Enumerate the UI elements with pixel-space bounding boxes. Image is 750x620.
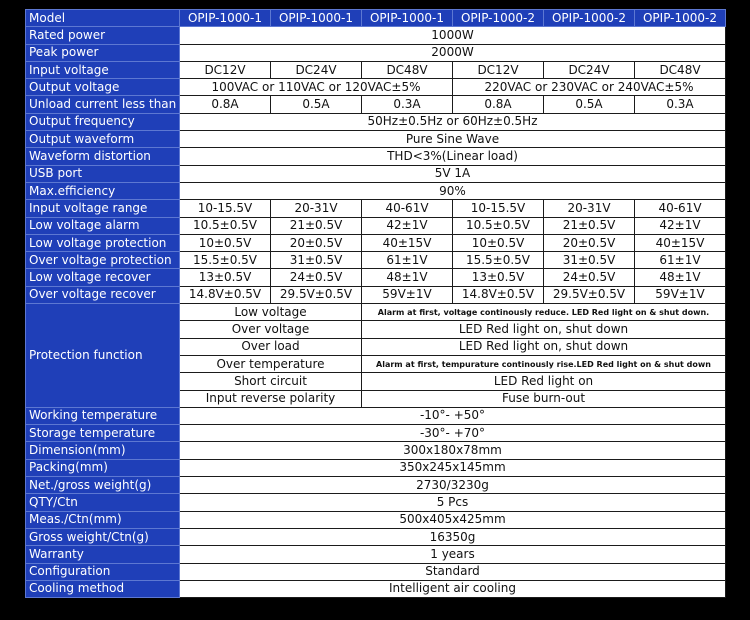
row-label: Storage temperature — [26, 425, 180, 442]
row-label: Dimension(mm) — [26, 442, 180, 459]
spec-value: 20±0.5V — [544, 234, 635, 251]
spec-value: 48±1V — [362, 269, 453, 286]
row-label: Output waveform — [26, 131, 180, 148]
spec-value: 10-15.5V — [180, 200, 271, 217]
spec-value: 14.8V±0.5V — [180, 286, 271, 303]
spec-table — [25, 9, 726, 598]
protection-item-desc: LED Red light on, shut down — [362, 321, 726, 338]
spec-value: 10±0.5V — [180, 234, 271, 251]
spec-value: DC12V — [180, 61, 271, 78]
row-protection — [26, 304, 726, 321]
row-max-efficiency — [26, 182, 726, 199]
spec-value: 0.5A — [271, 96, 362, 113]
row-label: Cooling method — [26, 580, 180, 597]
spec-value: 2000W — [180, 44, 726, 61]
spec-value: 29.5V±0.5V — [271, 286, 362, 303]
spec-value: DC48V — [362, 61, 453, 78]
spec-value: 5V 1A — [180, 165, 726, 182]
row-label: Net./gross weight(g) — [26, 477, 180, 494]
spec-value: 0.3A — [362, 96, 453, 113]
protection-item-name: Over load — [180, 338, 362, 355]
row-input-voltage — [26, 61, 726, 78]
spec-value: Pure Sine Wave — [180, 131, 726, 148]
spec-value: 350x245x145mm — [180, 459, 726, 476]
row-low-voltage-protection — [26, 234, 726, 251]
row-label: Configuration — [26, 563, 180, 580]
row-label: Gross weight/Ctn(g) — [26, 528, 180, 545]
row-label: Packing(mm) — [26, 459, 180, 476]
spec-value: 20-31V — [544, 200, 635, 217]
spec-value: 20-31V — [271, 200, 362, 217]
protection-item-name: Low voltage — [180, 304, 362, 321]
spec-value: 5 Pcs — [180, 494, 726, 511]
row-general — [26, 459, 726, 476]
spec-value: Standard — [180, 563, 726, 580]
protection-item-desc: Alarm at first, tempurature continously rise.LED Red light on & shut down — [362, 355, 726, 372]
row-over-voltage-recover — [26, 286, 726, 303]
row-label: Warranty — [26, 546, 180, 563]
row-label: USB port — [26, 165, 180, 182]
row-general — [26, 563, 726, 580]
spec-value: 48±1V — [635, 269, 726, 286]
row-label: Working temperature — [26, 407, 180, 424]
model-header: OPIP-1000-2 — [635, 10, 726, 27]
row-label: Over voltage recover — [26, 286, 180, 303]
spec-value: 13±0.5V — [180, 269, 271, 286]
row-label: Unload current less than — [26, 96, 180, 113]
spec-value: 61±1V — [362, 252, 453, 269]
spec-value: DC48V — [635, 61, 726, 78]
protection-item-desc: Alarm at first, voltage continously reduce. LED Red light on & shut down. — [362, 304, 726, 321]
row-label: Output voltage — [26, 79, 180, 96]
spec-value: 31±0.5V — [271, 252, 362, 269]
spec-value: 10±0.5V — [453, 234, 544, 251]
spec-value: 90% — [180, 182, 726, 199]
spec-value: 13±0.5V — [453, 269, 544, 286]
spec-value: 40-61V — [362, 200, 453, 217]
spec-value: 21±0.5V — [271, 217, 362, 234]
spec-value: 50Hz±0.5Hz or 60Hz±0.5Hz — [180, 113, 726, 130]
row-general — [26, 442, 726, 459]
spec-value: 40±15V — [362, 234, 453, 251]
spec-value: 0.8A — [453, 96, 544, 113]
spec-value: 100VAC or 110VAC or 120VAC±5% — [180, 79, 453, 96]
spec-value: Intelligent air cooling — [180, 580, 726, 597]
spec-value: 1 years — [180, 546, 726, 563]
row-label: QTY/Ctn — [26, 494, 180, 511]
protection-item-desc: Fuse burn-out — [362, 390, 726, 407]
spec-value: 14.8V±0.5V — [453, 286, 544, 303]
row-label: Protection function — [26, 304, 180, 408]
spec-value: THD<3%(Linear load) — [180, 148, 726, 165]
spec-value: 42±1V — [635, 217, 726, 234]
row-label: Max.efficiency — [26, 182, 180, 199]
protection-item-name: Over temperature — [180, 355, 362, 372]
spec-value: 59V±1V — [362, 286, 453, 303]
row-low-voltage-recover — [26, 269, 726, 286]
row-label: Peak power — [26, 44, 180, 61]
spec-value: 15.5±0.5V — [453, 252, 544, 269]
model-header: OPIP-1000-2 — [544, 10, 635, 27]
spec-value: 10-15.5V — [453, 200, 544, 217]
spec-value: 40-61V — [635, 200, 726, 217]
row-label: Meas./Ctn(mm) — [26, 511, 180, 528]
row-label: Input voltage — [26, 61, 180, 78]
row-general — [26, 407, 726, 424]
spec-value: -30°- +70° — [180, 425, 726, 442]
spec-value: 42±1V — [362, 217, 453, 234]
protection-item-name: Over voltage — [180, 321, 362, 338]
row-general — [26, 511, 726, 528]
row-label: Low voltage protection — [26, 234, 180, 251]
spec-value: 15.5±0.5V — [180, 252, 271, 269]
row-waveform-distortion — [26, 148, 726, 165]
spec-value: 16350g — [180, 528, 726, 545]
model-header: OPIP-1000-1 — [271, 10, 362, 27]
spec-value: 2730/3230g — [180, 477, 726, 494]
spec-value: DC12V — [453, 61, 544, 78]
spec-value: 59V±1V — [635, 286, 726, 303]
protection-item-desc: LED Red light on, shut down — [362, 338, 726, 355]
spec-value: 40±15V — [635, 234, 726, 251]
spec-value: 61±1V — [635, 252, 726, 269]
spec-value: 21±0.5V — [544, 217, 635, 234]
row-label: Low voltage alarm — [26, 217, 180, 234]
protection-item-name: Short circuit — [180, 373, 362, 390]
spec-value: 10.5±0.5V — [180, 217, 271, 234]
row-general — [26, 494, 726, 511]
row-label: Low voltage recover — [26, 269, 180, 286]
spec-value: 0.5A — [544, 96, 635, 113]
row-model — [26, 10, 726, 27]
row-rated-power — [26, 27, 726, 44]
row-general — [26, 528, 726, 545]
spec-value: DC24V — [271, 61, 362, 78]
row-label: Over voltage protection — [26, 252, 180, 269]
row-output-frequency — [26, 113, 726, 130]
row-usb-port — [26, 165, 726, 182]
spec-value: DC24V — [544, 61, 635, 78]
spec-value: 1000W — [180, 27, 726, 44]
spec-value: 10.5±0.5V — [453, 217, 544, 234]
spec-value: 300x180x78mm — [180, 442, 726, 459]
spec-value: 220VAC or 230VAC or 240VAC±5% — [453, 79, 726, 96]
spec-value: -10°- +50° — [180, 407, 726, 424]
row-output-waveform — [26, 131, 726, 148]
model-header: OPIP-1000-1 — [362, 10, 453, 27]
spec-value: 0.8A — [180, 96, 271, 113]
protection-item-desc: LED Red light on — [362, 373, 726, 390]
spec-value: 24±0.5V — [271, 269, 362, 286]
row-general — [26, 546, 726, 563]
row-peak-power — [26, 44, 726, 61]
spec-value: 24±0.5V — [544, 269, 635, 286]
spec-value: 29.5V±0.5V — [544, 286, 635, 303]
model-header: OPIP-1000-2 — [453, 10, 544, 27]
row-general — [26, 477, 726, 494]
row-label: Model — [26, 10, 180, 27]
row-general — [26, 580, 726, 597]
spec-value: 31±0.5V — [544, 252, 635, 269]
row-general — [26, 425, 726, 442]
row-over-voltage-protection — [26, 252, 726, 269]
spec-value: 0.3A — [635, 96, 726, 113]
row-low-voltage-alarm — [26, 217, 726, 234]
row-unload-current — [26, 96, 726, 113]
row-label: Output frequency — [26, 113, 180, 130]
model-header: OPIP-1000-1 — [180, 10, 271, 27]
protection-item-name: Input reverse polarity — [180, 390, 362, 407]
spec-value: 500x405x425mm — [180, 511, 726, 528]
row-label: Waveform distortion — [26, 148, 180, 165]
row-input-voltage-range — [26, 200, 726, 217]
row-label: Input voltage range — [26, 200, 180, 217]
row-label: Rated power — [26, 27, 180, 44]
spec-value: 20±0.5V — [271, 234, 362, 251]
row-output-voltage — [26, 79, 726, 96]
